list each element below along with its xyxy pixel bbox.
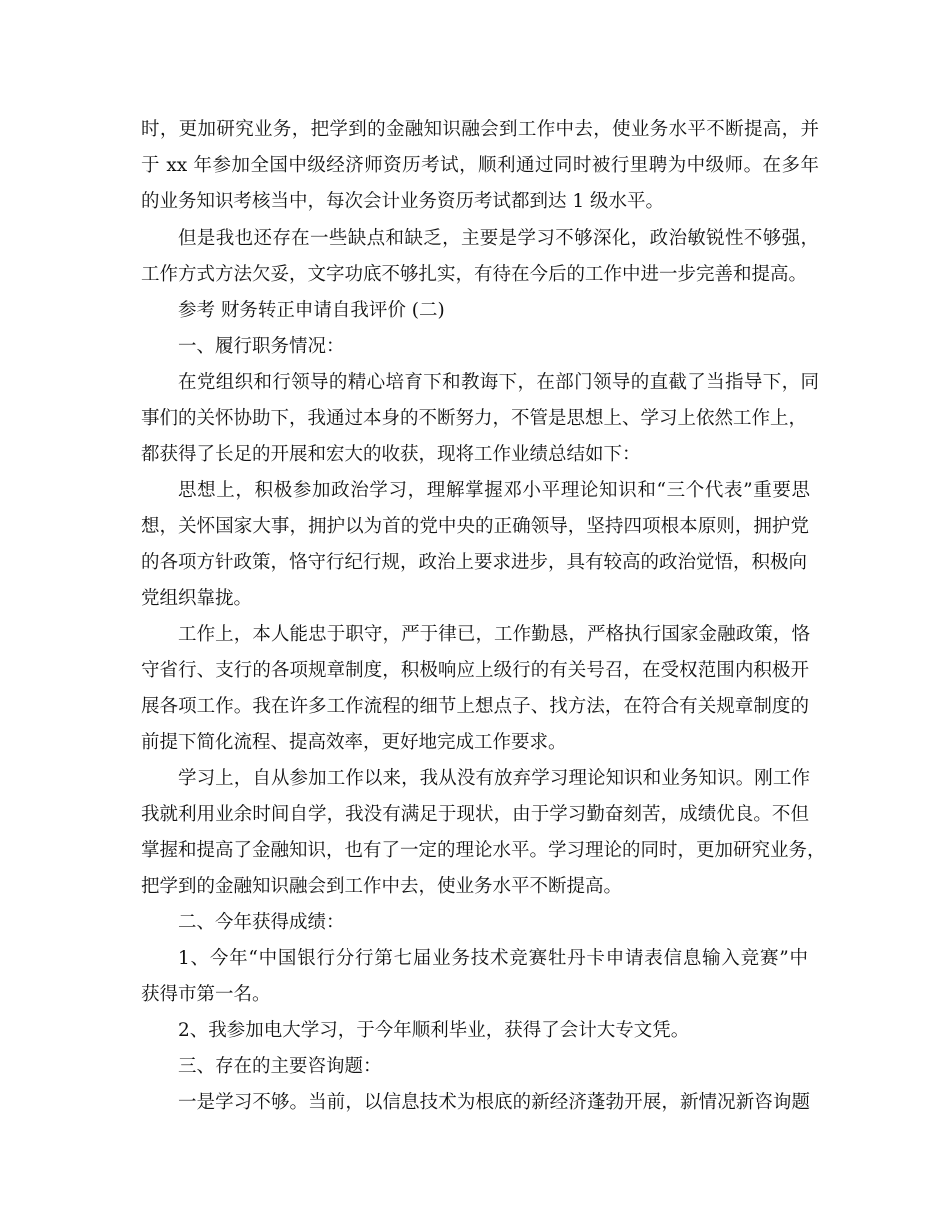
line-text: 于 xx 年参加全国中级经济师资历考试，顺利通过同时被行里聘为中级师。在多年 — [141, 155, 819, 176]
line-text: 思想上，积极参加政治学习，理解掌握邓小平理论知识和“三个代表”重要思 — [178, 480, 810, 501]
line-text: 1、今年“中国银行分行第七届业务技术竞赛牡丹卡申请表信息输入竞赛”中 — [178, 948, 808, 969]
line-text: 党组织靠拢。 — [141, 588, 253, 609]
heading-achievements: 二、今年获得成绩： — [178, 912, 345, 933]
line-text: 把学到的金融知识融会到工作中去，使业务水平不断提高。 — [141, 876, 623, 897]
line-text: 一是学习不够。当前，以信息技术为根底的新经济蓬勃开展，新情况新咨询题 — [178, 1092, 810, 1113]
line-text: 前提下简化流程、提高效率，更好地完成工作要求。 — [141, 732, 567, 753]
line-text: 在党组织和行领导的精心培育下和教诲下，在部门领导的直截了当指导下，同 — [178, 372, 819, 393]
line-text: 工作上，本人能忠于职守，严于律已，工作勤恳，严格执行国家金融政策，恪 — [178, 624, 810, 645]
line-text: 的各项方针政策，恪守行纪行规，政治上要求进步，具有较高的政治觉悟，积极向 — [141, 552, 808, 573]
line-text: 学习上，自从参加工作以来，我从没有放弃学习理论知识和业务知识。刚工作 — [178, 768, 810, 789]
line-text: 获得市第一名。 — [141, 984, 271, 1005]
heading-problems: 三、存在的主要咨询题： — [178, 1056, 382, 1077]
line-text: 展各项工作。我在许多工作流程的细节上想点子、找方法，在符合有关规章制度的 — [141, 696, 809, 717]
line-text: 都获得了长足的开展和宏大的收获，现将工作业绩总结如下： — [141, 444, 641, 465]
section-title: 参考 财务转正申请自我评价 (二) — [178, 300, 445, 321]
heading-duties: 一、履行职务情况： — [178, 336, 345, 357]
line-text: 但是我也还存在一些缺点和缺乏，主要是学习不够深化，政治敏锐性不够强， — [178, 228, 819, 249]
line-text: 守省行、支行的各项规章制度，积极响应上级行的有关号召，在受权范围内积极开 — [141, 660, 809, 681]
line-text: 想，关怀国家大事，拥护以为首的党中央的正确领导，坚持四项根本原则，拥护党 — [141, 516, 809, 537]
line-text: 的业务知识考核当中，每次会计业务资历考试都到达 1 级水平。 — [141, 191, 665, 212]
line-text: 2、我参加电大学习，于今年顺利毕业，获得了会计大专文凭。 — [178, 1020, 690, 1041]
line-text: 工作方式方法欠妥，文字功底不够扎实，有待在今后的工作中进一步完善和提高。 — [141, 264, 808, 285]
line-text: 掌握和提高了金融知识，也有了一定的理论水平。学习理论的同时，更加研究业务， — [141, 840, 826, 861]
line-text: 事们的关怀协助下，我通过本身的不断努力，不管是思想上、学习上依然工作上， — [141, 408, 808, 429]
line-text: 我就利用业余时间自学，我没有满足于现状，由于学习勤奋刻苦，成绩优良。不但 — [141, 804, 809, 825]
line-text: 时，更加研究业务，把学到的金融知识融会到工作中去，使业务水平不断提高，并 — [141, 119, 819, 140]
